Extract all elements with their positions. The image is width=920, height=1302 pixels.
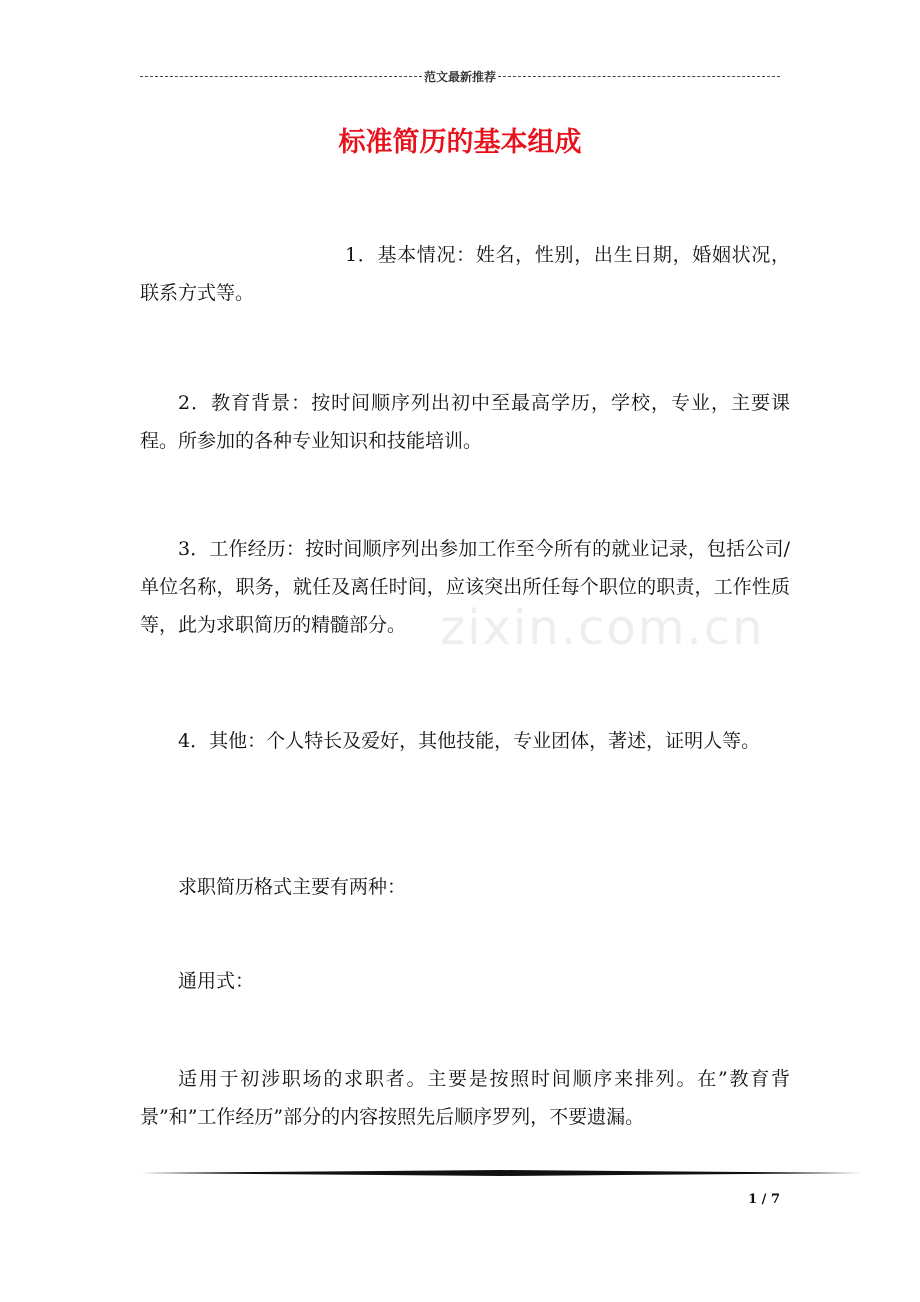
paragraph-general-description: 适用于初涉职场的求职者。主要是按照时间顺序来排列。在”教育背景”和”工作经历”部分的内容按照先后顺序罗列，不要遗漏。: [140, 1068, 790, 1128]
page-number: 1 / 7: [748, 1192, 780, 1207]
header-dash-left: [140, 76, 422, 77]
document-title: 标准简历的基本组成: [338, 127, 582, 158]
header-dash-right: [498, 76, 780, 77]
paragraph-work-experience: 3．工作经历：按时间顺序列出参加工作至今所有的就业记录，包括公司/单位名称，职务，就任及离任时间，应该突出所任每个职位的职责，工作性质等，此为求职简历的精髓部分。: [140, 538, 790, 636]
watermark: zixin.com.cn: [440, 600, 765, 656]
paragraph-formats-intro: 求职简历格式主要有两种：: [178, 876, 407, 898]
paragraph-other: 4．其他：个人特长及爱好，其他技能，专业团体，著述，证明人等。: [178, 730, 761, 752]
header-rule: [140, 66, 780, 86]
paragraph-basic-info: 1．基本情况：姓名，性别，出生日期，婚姻状况，联系方式等。: [140, 244, 790, 304]
footer-divider: [140, 1170, 862, 1176]
header-label: 范文最新推荐: [424, 69, 497, 84]
paragraph-general-heading: 通用式：: [178, 970, 255, 992]
paragraph-education: 2．教育背景：按时间顺序列出初中至最高学历，学校，专业，主要课程。所参加的各种专业知识和技能培训。: [140, 392, 790, 452]
